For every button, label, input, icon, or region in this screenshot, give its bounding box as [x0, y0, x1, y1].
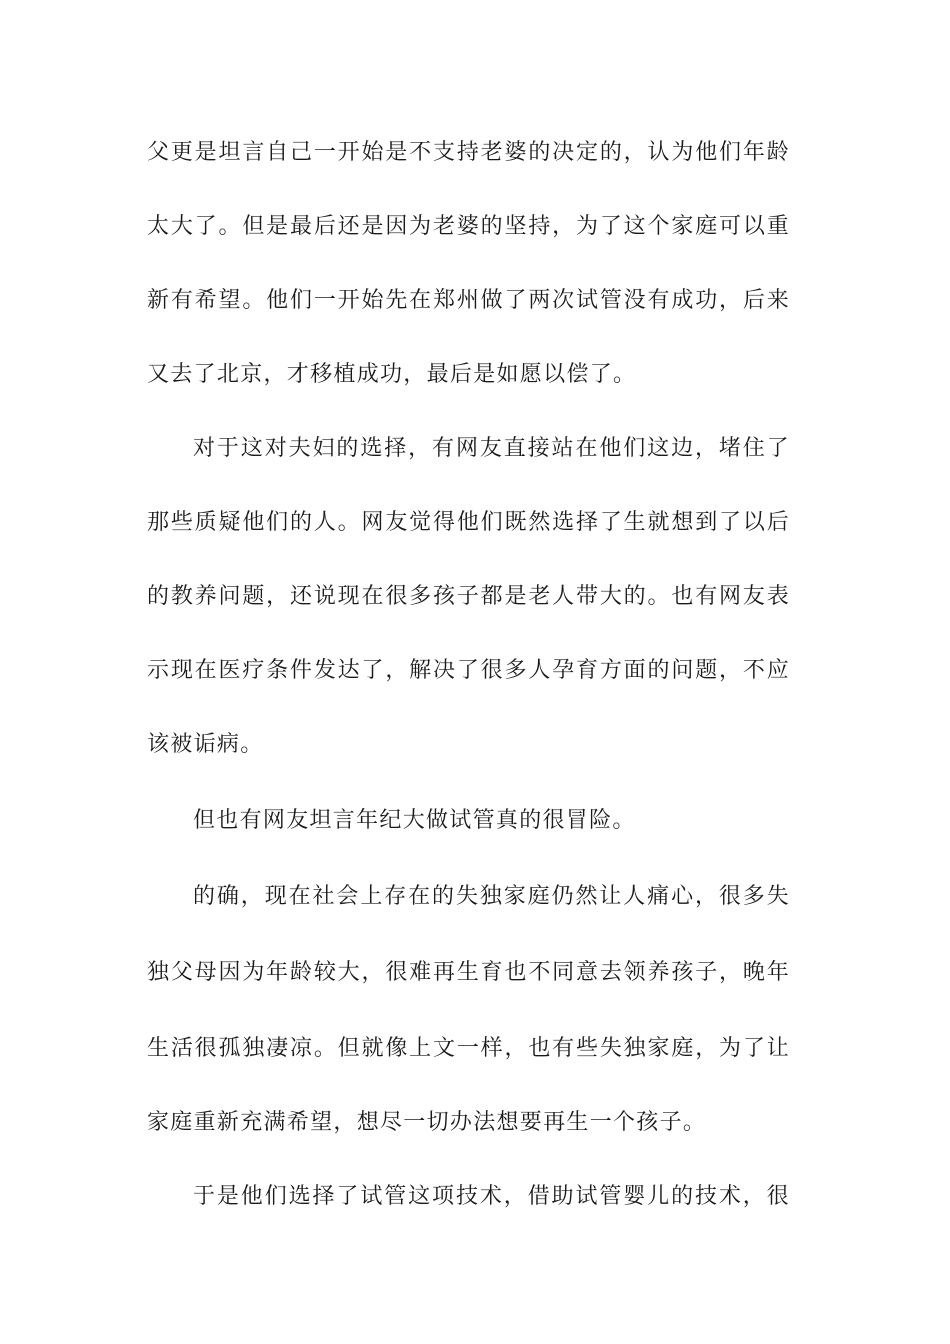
text-line: 太大了。但是最后还是因为老婆的坚持，为了这个家庭可以重 [147, 214, 790, 239]
text-line: 生活很孤独凄凉。但就像上文一样，也有些失独家庭，为了让 [147, 1036, 790, 1061]
text-line: 的教养问题，还说现在很多孩子都是老人带大的。也有网友表 [147, 584, 790, 609]
text-line: 新有希望。他们一开始先在郑州做了两次试管没有成功，后来 [147, 288, 790, 313]
text-line: 又去了北京，才移植成功，最后是如愿以偿了。 [147, 362, 637, 387]
paragraph-first-line: 对于这对夫妇的选择，有网友直接站在他们这边，堵住了 [193, 436, 790, 461]
text-line: 示现在医疗条件发达了，解决了很多人孕育方面的问题，不应 [147, 658, 790, 683]
text-line: 父更是坦言自己一开始是不支持老婆的决定的，认为他们年龄 [147, 140, 790, 165]
paragraph-first-line: 但也有网友坦言年纪大做试管真的很冒险。 [193, 808, 636, 833]
text-line: 独父母因为年龄较大，很难再生育也不同意去领养孩子，晚年 [147, 960, 790, 985]
text-line: 该被诟病。 [147, 732, 264, 757]
text-line: 家庭重新充满希望，想尽一切办法想要再生一个孩子。 [147, 1110, 707, 1135]
paragraph-first-line: 的确，现在社会上存在的失独家庭仍然让人痛心，很多失 [193, 884, 790, 909]
text-line: 那些质疑他们的人。网友觉得他们既然选择了生就想到了以后 [147, 510, 790, 535]
paragraph-first-line: 于是他们选择了试管这项技术，借助试管婴儿的技术，很 [193, 1184, 790, 1209]
